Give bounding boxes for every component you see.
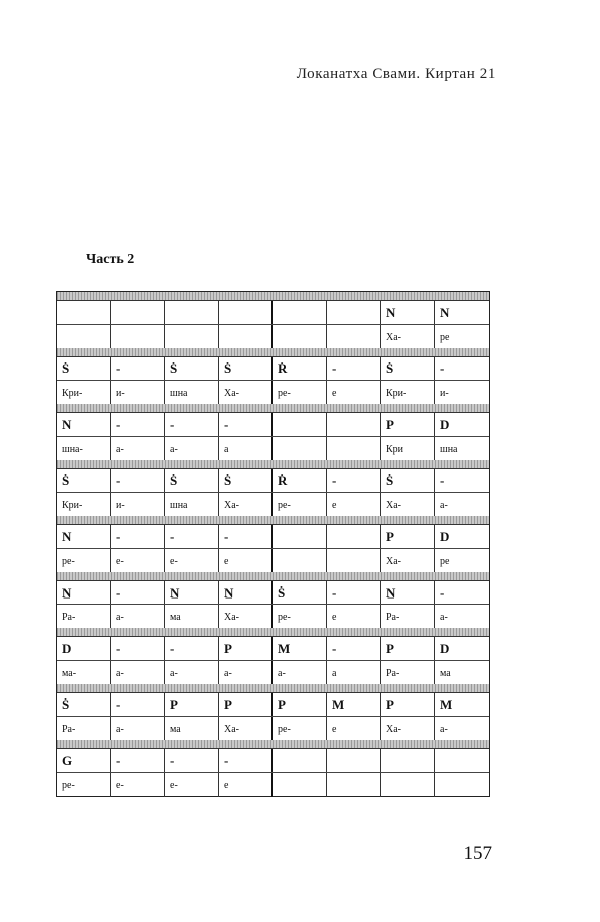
lyric-cell: а- (219, 661, 273, 685)
lyric-cell (327, 325, 381, 349)
note-cell: - (327, 469, 381, 492)
note-cell: Ṡ (273, 581, 327, 604)
note-cell: - (327, 637, 381, 660)
shaded-separator (57, 404, 489, 413)
lyric-cell: Ра- (381, 661, 435, 685)
lyric-cell: а- (440, 611, 448, 623)
lyric-cell: и- (440, 387, 449, 399)
notation-block (57, 684, 489, 740)
page-number: 157 (463, 843, 492, 864)
shaded-separator (57, 292, 489, 301)
note-cell (327, 525, 381, 548)
note-cell: Ṡ (57, 693, 111, 716)
note-cell (327, 413, 381, 436)
lyric-cell: а- (165, 437, 219, 461)
shaded-separator (57, 628, 489, 637)
note-cell: P (219, 637, 273, 660)
shaded-separator (57, 740, 489, 749)
note-cell: - (111, 525, 165, 548)
lyric-cell: ре- (57, 549, 111, 573)
note-cell: Ṙ (273, 357, 327, 380)
lyric-cell: Ха- (381, 549, 435, 573)
lyric-cell: Ха- (219, 717, 273, 741)
notes-row (57, 693, 489, 717)
lyric-cell (165, 325, 219, 349)
lyric-cell: ре- (273, 717, 327, 741)
note-cell: - (440, 472, 445, 488)
note-cell: D (440, 640, 450, 656)
lyric-cell: Ра- (57, 605, 111, 629)
lyric-cell (273, 437, 327, 461)
lyric-cell: а- (111, 661, 165, 685)
note-cell (435, 749, 489, 772)
note-cell: - (111, 637, 165, 660)
lyrics-row (57, 773, 489, 797)
lyric-cell: Ха- (381, 325, 435, 349)
lyric-cell: а- (111, 437, 165, 461)
notation-block (57, 516, 489, 572)
note-cell: Ṡ (57, 469, 111, 492)
lyric-cell: шна (440, 443, 458, 455)
shaded-separator (57, 516, 489, 525)
running-header: Локанатха Свами. Киртан 21 (296, 66, 496, 82)
lyrics-row (57, 549, 489, 573)
lyric-cell: ре- (273, 381, 327, 405)
lyric-cell: а- (440, 499, 448, 511)
note-cell: P (381, 637, 435, 660)
lyric-cell: е (327, 381, 381, 405)
lyric-cell (273, 773, 327, 797)
note-cell: N (57, 525, 111, 548)
lyric-cell (327, 437, 381, 461)
note-cell: P (219, 693, 273, 716)
lyrics-row (57, 493, 489, 517)
notes-row (57, 525, 489, 549)
lyric-cell: Ха- (219, 493, 273, 517)
lyric-cell: Кри- (57, 493, 111, 517)
note-cell: M (273, 637, 327, 660)
lyrics-row (57, 437, 489, 461)
lyric-cell (381, 773, 435, 797)
note-cell: D (440, 416, 450, 432)
lyric-cell: ма (165, 605, 219, 629)
note-cell: N̲ (381, 581, 435, 604)
notes-row (57, 749, 489, 773)
note-cell: Ṡ (165, 469, 219, 492)
notes-row (57, 637, 489, 661)
note-cell: - (111, 413, 165, 436)
note-cell: N̲ (57, 581, 111, 604)
lyric-cell: а (219, 437, 273, 461)
note-cell (165, 301, 219, 324)
lyric-cell: а- (111, 717, 165, 741)
lyric-cell: Ха- (381, 717, 435, 741)
shaded-separator (57, 572, 489, 581)
lyric-cell: ре (440, 555, 450, 567)
note-cell: - (165, 749, 219, 772)
lyric-cell: е (327, 605, 381, 629)
note-cell: - (327, 357, 381, 380)
note-cell: Ṙ (273, 469, 327, 492)
notation-block (57, 292, 489, 348)
note-cell: - (165, 637, 219, 660)
note-cell (273, 301, 327, 324)
note-cell: D (440, 528, 450, 544)
lyrics-row (57, 717, 489, 741)
lyric-cell: Ха- (381, 493, 435, 517)
notes-row (57, 357, 489, 381)
lyric-cell: а- (440, 723, 448, 735)
section-title: Часть 2 (86, 252, 135, 267)
lyric-cell (435, 773, 489, 797)
lyric-cell: ре- (273, 493, 327, 517)
note-cell: N̲ (219, 581, 273, 604)
shaded-separator (57, 460, 489, 469)
note-cell (273, 525, 327, 548)
lyric-cell: е- (111, 549, 165, 573)
lyric-cell (111, 325, 165, 349)
lyric-cell: Ха- (219, 605, 273, 629)
note-cell: N (381, 301, 435, 324)
notation-table (56, 291, 490, 797)
lyric-cell (273, 549, 327, 573)
note-cell: - (219, 525, 273, 548)
lyrics-row (57, 605, 489, 629)
lyric-cell (327, 773, 381, 797)
lyrics-row (57, 661, 489, 685)
note-cell (327, 749, 381, 772)
note-cell (111, 301, 165, 324)
lyric-cell: ма (165, 717, 219, 741)
note-cell: N (57, 413, 111, 436)
notes-row (57, 469, 489, 493)
note-cell: N̲ (165, 581, 219, 604)
notes-row (57, 413, 489, 437)
note-cell: P (381, 693, 435, 716)
note-cell: M (327, 693, 381, 716)
lyric-cell (273, 325, 327, 349)
notation-block (57, 628, 489, 684)
lyric-cell: е (219, 773, 273, 797)
note-cell: Ṡ (381, 469, 435, 492)
lyric-cell: а- (273, 661, 327, 685)
shaded-separator (57, 684, 489, 693)
lyric-cell: и- (111, 493, 165, 517)
lyric-cell: ма (440, 667, 451, 679)
notation-block (57, 740, 489, 796)
note-cell: - (111, 693, 165, 716)
note-cell: - (111, 469, 165, 492)
note-cell: - (165, 413, 219, 436)
note-cell: D (57, 637, 111, 660)
note-cell (381, 749, 435, 772)
lyric-cell: шна (165, 493, 219, 517)
lyric-cell: Ра- (57, 717, 111, 741)
lyric-cell: шна (165, 381, 219, 405)
note-cell: - (327, 581, 381, 604)
note-cell: Ṡ (57, 357, 111, 380)
note-cell: P (273, 693, 327, 716)
lyric-cell: е (327, 493, 381, 517)
note-cell: Ṡ (165, 357, 219, 380)
lyric-cell: е- (165, 549, 219, 573)
lyric-cell: ре (440, 331, 450, 343)
note-cell: - (111, 749, 165, 772)
note-cell: N (440, 304, 450, 320)
note-cell (219, 301, 273, 324)
note-cell: Ṡ (219, 469, 273, 492)
note-cell: M (440, 696, 453, 712)
lyric-cell: е (219, 549, 273, 573)
notes-row (57, 301, 489, 325)
lyric-cell: Ра- (381, 605, 435, 629)
shaded-separator (57, 348, 489, 357)
note-cell: - (440, 584, 445, 600)
note-cell: Ṡ (219, 357, 273, 380)
lyric-cell (57, 325, 111, 349)
lyric-cell: ма- (57, 661, 111, 685)
lyric-cell: а- (111, 605, 165, 629)
note-cell: G (57, 749, 111, 772)
note-cell: - (111, 357, 165, 380)
note-cell: P (165, 693, 219, 716)
lyric-cell: Кри- (57, 381, 111, 405)
lyrics-row (57, 325, 489, 349)
lyric-cell: ре- (273, 605, 327, 629)
lyrics-row (57, 381, 489, 405)
notation-block (57, 404, 489, 460)
lyric-cell (327, 549, 381, 573)
lyric-cell: е- (111, 773, 165, 797)
lyric-cell (219, 325, 273, 349)
lyric-cell: ре- (57, 773, 111, 797)
note-cell: Ṡ (381, 357, 435, 380)
lyric-cell: Ха- (219, 381, 273, 405)
note-cell: P (381, 413, 435, 436)
note-cell (57, 301, 111, 324)
note-cell: - (111, 581, 165, 604)
lyric-cell: и- (111, 381, 165, 405)
note-cell: - (165, 525, 219, 548)
note-cell: - (219, 413, 273, 436)
lyric-cell: е- (165, 773, 219, 797)
note-cell (327, 301, 381, 324)
note-cell: - (440, 360, 445, 376)
notation-block (57, 348, 489, 404)
lyric-cell: шна- (57, 437, 111, 461)
lyric-cell: а- (165, 661, 219, 685)
note-cell: P (381, 525, 435, 548)
lyric-cell: е (327, 717, 381, 741)
notation-block (57, 572, 489, 628)
lyric-cell: а (327, 661, 381, 685)
note-cell: - (219, 749, 273, 772)
lyric-cell: Кри (381, 437, 435, 461)
note-cell (273, 749, 327, 772)
note-cell (273, 413, 327, 436)
notation-block (57, 460, 489, 516)
lyric-cell: Кри- (381, 381, 435, 405)
notes-row (57, 581, 489, 605)
